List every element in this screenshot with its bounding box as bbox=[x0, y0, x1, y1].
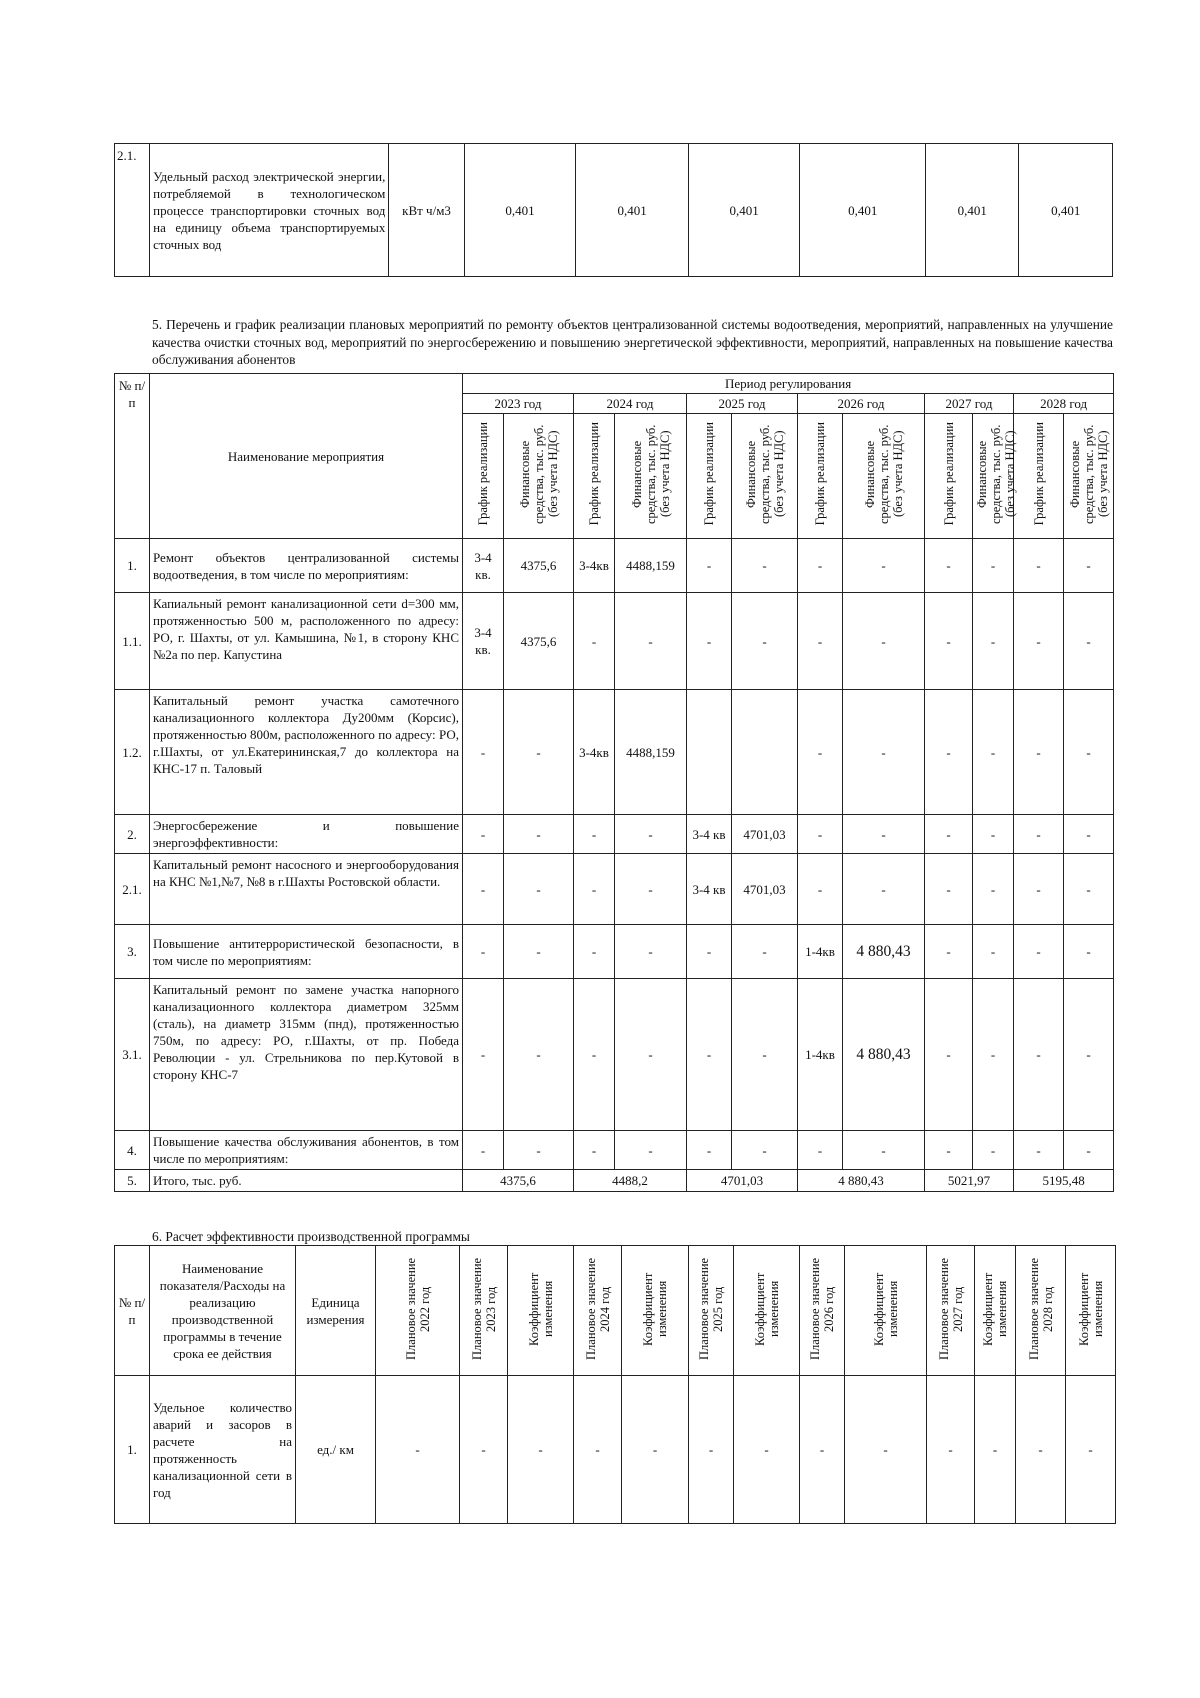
cell: - bbox=[925, 690, 973, 815]
energy-indicator-table bbox=[114, 143, 1113, 277]
cell: - bbox=[798, 539, 843, 593]
cell: - bbox=[1064, 815, 1114, 854]
header-period: Период регулирования bbox=[463, 374, 1114, 394]
cell: - bbox=[1064, 925, 1114, 979]
row-number: 1.2. bbox=[115, 690, 150, 815]
cell: - bbox=[463, 690, 504, 815]
cell: - bbox=[1014, 815, 1064, 854]
header-row bbox=[115, 1246, 1116, 1376]
table-row bbox=[115, 1376, 1116, 1524]
measure-name: Капитальный ремонт насосного и энергооборудования на КНС №1,№7, №8 в г.Шахты Ростовской области. bbox=[150, 854, 463, 925]
cell: - bbox=[689, 1376, 734, 1524]
cell: 3-4 кв bbox=[687, 854, 732, 925]
header-name: Наименование показателя/Расходы на реализацию производственной программы в течение срока ее действия bbox=[150, 1246, 296, 1376]
cell: - bbox=[463, 1131, 504, 1170]
cell: - bbox=[927, 1376, 975, 1524]
header-col: Коэффициент изменения bbox=[975, 1246, 1016, 1376]
total-value: 4488,2 bbox=[574, 1170, 687, 1192]
header-finance: Финансовые средства, тыс. руб. (без учета НДС) bbox=[973, 414, 1014, 539]
row-number: 3.1. bbox=[115, 979, 150, 1131]
total-value: 4701,03 bbox=[687, 1170, 798, 1192]
header-col: Коэффициент изменения bbox=[508, 1246, 574, 1376]
cell: - bbox=[973, 539, 1014, 593]
cell bbox=[687, 690, 732, 815]
cell: - bbox=[1064, 593, 1114, 690]
cell: - bbox=[1064, 854, 1114, 925]
cell: - bbox=[1064, 1131, 1114, 1170]
section-6-title: 6. Расчет эффективности производственной программы bbox=[152, 1229, 470, 1244]
measure-name: Энергосбережение и повышение энергоэффективности: bbox=[150, 815, 463, 854]
cell: - bbox=[1014, 1131, 1064, 1170]
cell: 1-4кв bbox=[798, 979, 843, 1131]
cell: - bbox=[574, 1376, 622, 1524]
cell: - bbox=[615, 925, 687, 979]
cell: 4375,6 bbox=[504, 539, 574, 593]
cell: - bbox=[504, 854, 574, 925]
value-cell: 0,401 bbox=[1019, 144, 1113, 277]
value-cell: 0,401 bbox=[800, 144, 926, 277]
cell: 3-4кв bbox=[574, 539, 615, 593]
measure-name: Ремонт объектов централизованной системы водоотведения, в том числе по мероприятиям: bbox=[150, 539, 463, 593]
header-schedule: График реализации bbox=[687, 414, 732, 539]
cell: - bbox=[1014, 854, 1064, 925]
cell: - bbox=[798, 690, 843, 815]
total-value: 4 880,43 bbox=[798, 1170, 925, 1192]
cell: - bbox=[732, 1131, 798, 1170]
header-name: Наименование мероприятия bbox=[150, 374, 463, 539]
header-year: 2027 год bbox=[925, 394, 1014, 414]
cell: - bbox=[1014, 979, 1064, 1131]
cell: - bbox=[376, 1376, 460, 1524]
table-row bbox=[115, 144, 1113, 277]
cell: 4701,03 bbox=[732, 815, 798, 854]
cell: - bbox=[463, 925, 504, 979]
header-row bbox=[115, 374, 1114, 394]
table-row bbox=[115, 539, 1114, 593]
header-col: Коэффициент изменения bbox=[734, 1246, 800, 1376]
header-col: Плановое значение 2025 год bbox=[689, 1246, 734, 1376]
cell: - bbox=[615, 854, 687, 925]
cell: - bbox=[615, 979, 687, 1131]
table-row bbox=[115, 925, 1114, 979]
row-number: 2.1. bbox=[115, 144, 150, 277]
cell: - bbox=[615, 1131, 687, 1170]
header-col: Коэффициент изменения bbox=[622, 1246, 689, 1376]
cell: - bbox=[973, 690, 1014, 815]
cell: - bbox=[1064, 690, 1114, 815]
header-schedule: График реализации bbox=[1014, 414, 1064, 539]
cell: - bbox=[973, 815, 1014, 854]
total-label: Итого, тыс. руб. bbox=[150, 1170, 463, 1192]
cell: - bbox=[798, 854, 843, 925]
cell bbox=[732, 690, 798, 815]
cell: 4375,6 bbox=[504, 593, 574, 690]
cell: - bbox=[504, 815, 574, 854]
row-number: 1.1. bbox=[115, 593, 150, 690]
cell: - bbox=[732, 539, 798, 593]
cell: - bbox=[925, 925, 973, 979]
header-year: 2026 год bbox=[798, 394, 925, 414]
header-year: 2025 год bbox=[687, 394, 798, 414]
cell: - bbox=[732, 925, 798, 979]
cell: - bbox=[975, 1376, 1016, 1524]
cell: 4488,159 bbox=[615, 539, 687, 593]
cell: - bbox=[1014, 925, 1064, 979]
table-row bbox=[115, 593, 1114, 690]
efficiency-table bbox=[114, 1245, 1116, 1524]
header-col: Плановое значение 2027 год bbox=[927, 1246, 975, 1376]
cell: - bbox=[800, 1376, 845, 1524]
table-row bbox=[115, 815, 1114, 854]
cell: - bbox=[463, 979, 504, 1131]
header-schedule: График реализации bbox=[798, 414, 843, 539]
header-num: № п/п bbox=[115, 1246, 150, 1376]
header-num: № п/п bbox=[115, 374, 150, 539]
cell: - bbox=[622, 1376, 689, 1524]
cell: - bbox=[1016, 1376, 1066, 1524]
cell: - bbox=[732, 979, 798, 1131]
header-year: 2023 год bbox=[463, 394, 574, 414]
header-year: 2028 год bbox=[1014, 394, 1114, 414]
cell: - bbox=[574, 1131, 615, 1170]
measures-schedule-table bbox=[114, 373, 1114, 1192]
cell: - bbox=[973, 1131, 1014, 1170]
cell: 4488,159 bbox=[615, 690, 687, 815]
header-col: Коэффициент изменения bbox=[1066, 1246, 1116, 1376]
cell: - bbox=[574, 815, 615, 854]
header-col: Плановое значение 2024 год bbox=[574, 1246, 622, 1376]
cell: - bbox=[798, 1131, 843, 1170]
total-value: 4375,6 bbox=[463, 1170, 574, 1192]
total-row bbox=[115, 1170, 1114, 1192]
cell: - bbox=[925, 979, 973, 1131]
cell: - bbox=[615, 815, 687, 854]
cell: - bbox=[843, 593, 925, 690]
cell: - bbox=[1014, 539, 1064, 593]
cell: - bbox=[843, 690, 925, 815]
cell: - bbox=[504, 1131, 574, 1170]
value-cell: 0,401 bbox=[464, 144, 576, 277]
measure-name: Капитальный ремонт по замене участка напорного канализационного коллектора диаметром 325мм (сталь), на диаметр 315мм (пнд), протяженностью 750м, по адресу: РО, г.Шахты, от пр. Победа Революции - ул. Стрельникова по пер.Кутовой в сторону КНС-7 bbox=[150, 979, 463, 1131]
measure-name: Капиальный ремонт канализационной сети d=300 мм, протяженностью 500 м, расположенного по адресу: РО, г. Шахты, от ул. Камышина, №1, в сторону КНС №2а по пер. Капустина bbox=[150, 593, 463, 690]
cell: - bbox=[843, 539, 925, 593]
measure-name: Повышение качества обслуживания абонентов, в том числе по мероприятиям: bbox=[150, 1131, 463, 1170]
row-number: 1. bbox=[115, 539, 150, 593]
cell: - bbox=[574, 854, 615, 925]
cell: - bbox=[1064, 979, 1114, 1131]
cell: - bbox=[574, 925, 615, 979]
row-number: 1. bbox=[115, 1376, 150, 1524]
header-col: Плановое значение 2023 год bbox=[460, 1246, 508, 1376]
table-row bbox=[115, 1131, 1114, 1170]
cell: - bbox=[687, 979, 732, 1131]
cell: - bbox=[798, 593, 843, 690]
cell: - bbox=[845, 1376, 927, 1524]
cell: - bbox=[843, 815, 925, 854]
row-number: 3. bbox=[115, 925, 150, 979]
table-row bbox=[115, 979, 1114, 1131]
total-value: 5195,48 bbox=[1014, 1170, 1114, 1192]
header-col: Плановое значение 2028 год bbox=[1016, 1246, 1066, 1376]
header-schedule: График реализации bbox=[925, 414, 973, 539]
cell: - bbox=[925, 815, 973, 854]
header-year: 2024 год bbox=[574, 394, 687, 414]
cell: - bbox=[1066, 1376, 1116, 1524]
cell: - bbox=[798, 815, 843, 854]
measure-name: Капитальный ремонт участка самотечного канализационного коллектора Ду200мм (Корсис), протяженностью 800м, расположенного по адресу: РО, г.Шахты, от ул.Екатерининская,7 до коллектора на КНС-17 п. Таловый bbox=[150, 690, 463, 815]
header-finance: Финансовые средства, тыс. руб. (без учета НДС) bbox=[504, 414, 574, 539]
cell: 3-4 кв. bbox=[463, 539, 504, 593]
cell: - bbox=[504, 979, 574, 1131]
row-number: 4. bbox=[115, 1131, 150, 1170]
header-finance: Финансовые средства, тыс. руб. (без учета НДС) bbox=[1064, 414, 1114, 539]
header-col: Плановое значение 2026 год bbox=[800, 1246, 845, 1376]
cell: - bbox=[973, 979, 1014, 1131]
cell: - bbox=[734, 1376, 800, 1524]
header-col: Коэффициент изменения bbox=[845, 1246, 927, 1376]
cell: - bbox=[1064, 539, 1114, 593]
cell: - bbox=[843, 854, 925, 925]
cell: - bbox=[973, 854, 1014, 925]
cell: - bbox=[687, 593, 732, 690]
header-finance: Финансовые средства, тыс. руб. (без учета НДС) bbox=[732, 414, 798, 539]
unit-cell: ед./ км bbox=[296, 1376, 376, 1524]
cell: - bbox=[1014, 690, 1064, 815]
indicator-name: Удельное количество аварий и засоров в расчете на протяженность канализационной сети в год bbox=[150, 1376, 296, 1524]
indicator-name: Удельный расход электрической энергии, потребляемой в технологическом процессе транспортировки сточных вод на единицу объема транспортируемых сточных вод bbox=[150, 144, 389, 277]
table-row bbox=[115, 854, 1114, 925]
row-number: 2. bbox=[115, 815, 150, 854]
cell: - bbox=[687, 1131, 732, 1170]
header-schedule: График реализации bbox=[463, 414, 504, 539]
cell: - bbox=[574, 979, 615, 1131]
cell: - bbox=[732, 593, 798, 690]
cell: - bbox=[687, 925, 732, 979]
cell: 3-4кв bbox=[574, 690, 615, 815]
cell: 4 880,43 bbox=[843, 925, 925, 979]
row-number: 2.1. bbox=[115, 854, 150, 925]
header-finance: Финансовые средства, тыс. руб. (без учета НДС) bbox=[615, 414, 687, 539]
cell: - bbox=[463, 854, 504, 925]
section-5-title: 5. Перечень и график реализации плановых мероприятий по ремонту объектов централизованной системы водоотведения, мероприятий, направленных на улучшение качества очистки сточных вод, мероприятий по энергосбережению и повышению энергетической эффективности, мероприятий, направленных на повышение качества обслуживания абонентов bbox=[152, 317, 1113, 367]
cell: 4701,03 bbox=[732, 854, 798, 925]
cell: - bbox=[925, 854, 973, 925]
header-unit: Единица измерения bbox=[296, 1246, 376, 1376]
header-schedule: График реализации bbox=[574, 414, 615, 539]
cell: - bbox=[687, 539, 732, 593]
cell: - bbox=[925, 1131, 973, 1170]
unit-cell: кВт ч/м3 bbox=[389, 144, 464, 277]
cell: - bbox=[925, 539, 973, 593]
cell: - bbox=[508, 1376, 574, 1524]
cell: - bbox=[574, 593, 615, 690]
cell: - bbox=[973, 925, 1014, 979]
cell: - bbox=[504, 690, 574, 815]
cell: - bbox=[973, 593, 1014, 690]
cell: - bbox=[615, 593, 687, 690]
cell: 4 880,43 bbox=[843, 979, 925, 1131]
cell: - bbox=[460, 1376, 508, 1524]
cell: 3-4 кв bbox=[687, 815, 732, 854]
header-col: Плановое значение 2022 год bbox=[376, 1246, 460, 1376]
total-value: 5021,97 bbox=[925, 1170, 1014, 1192]
value-cell: 0,401 bbox=[926, 144, 1019, 277]
value-cell: 0,401 bbox=[688, 144, 800, 277]
row-number: 5. bbox=[115, 1170, 150, 1192]
cell: 3-4 кв. bbox=[463, 593, 504, 690]
cell: - bbox=[925, 593, 973, 690]
header-finance: Финансовые средства, тыс. руб. (без учета НДС) bbox=[843, 414, 925, 539]
value-cell: 0,401 bbox=[576, 144, 689, 277]
cell: - bbox=[1014, 593, 1064, 690]
cell: - bbox=[463, 815, 504, 854]
cell: - bbox=[843, 1131, 925, 1170]
measure-name: Повышение антитеррористической безопасности, в том числе по мероприятиям: bbox=[150, 925, 463, 979]
cell: - bbox=[504, 925, 574, 979]
table-row bbox=[115, 690, 1114, 815]
cell: 1-4кв bbox=[798, 925, 843, 979]
